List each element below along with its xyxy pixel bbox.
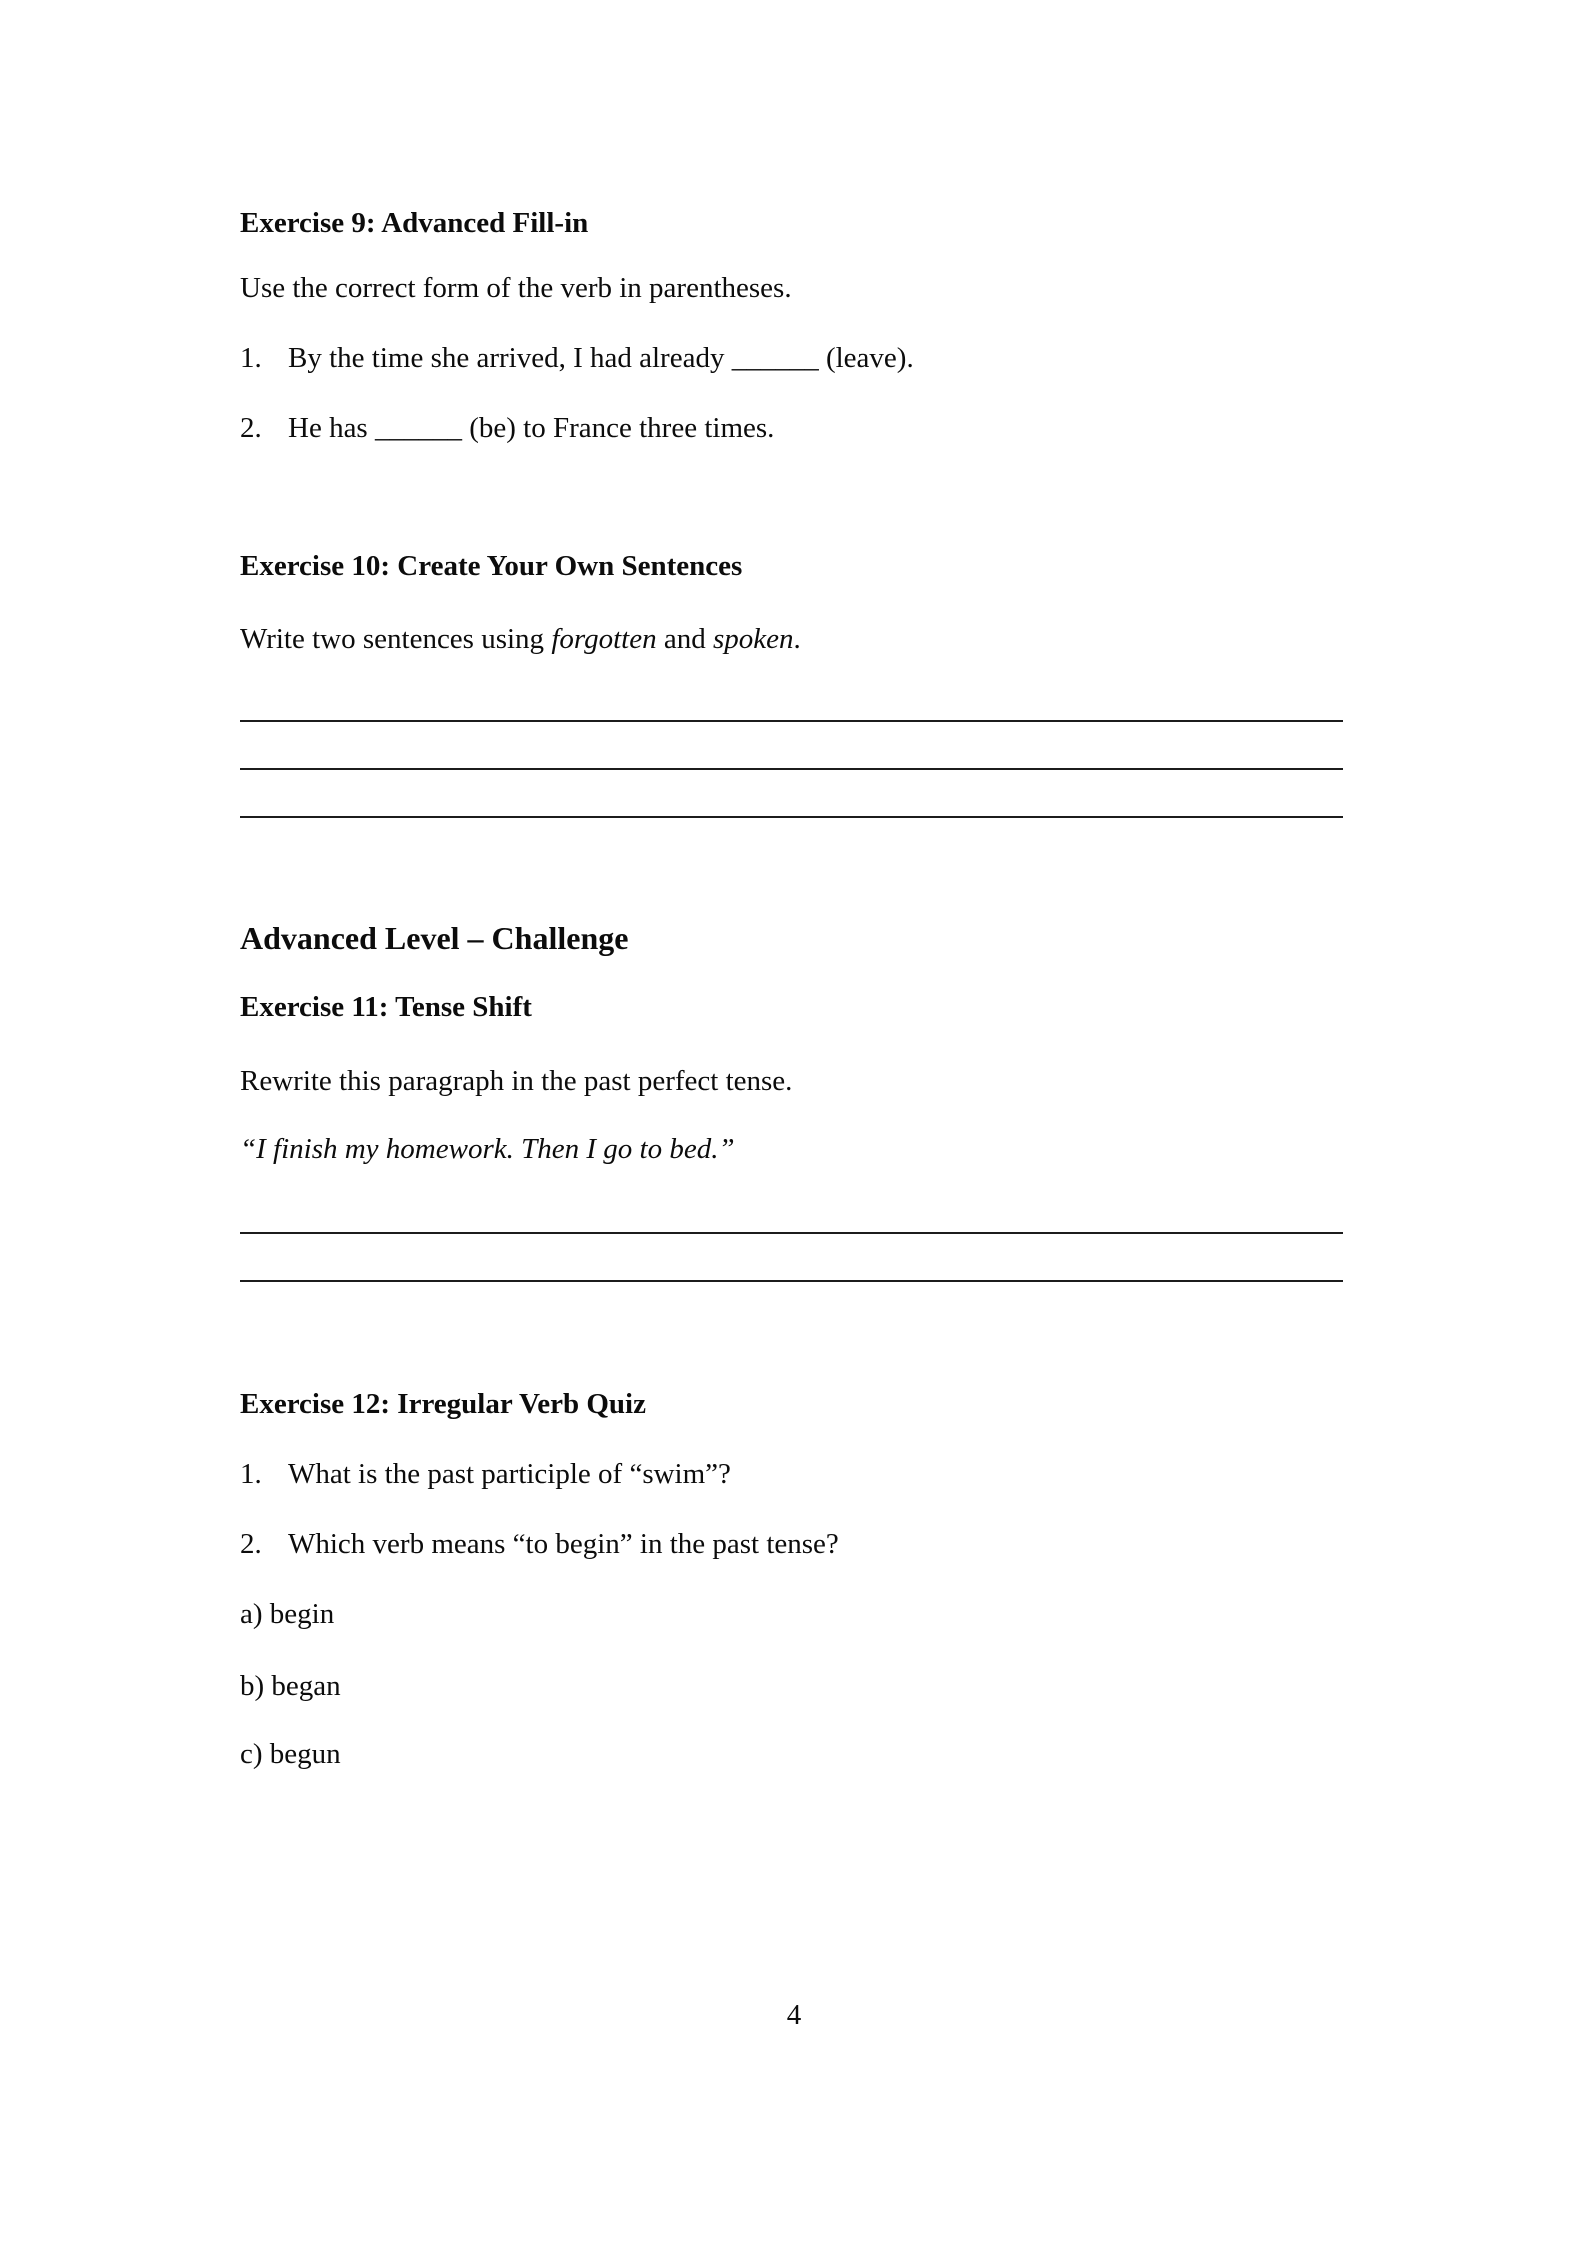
italic-word-forgotten: forgotten: [551, 623, 657, 655]
item-number: 1.: [240, 1458, 262, 1490]
item-text-before: He has: [288, 412, 375, 444]
item-text-after: (be) to France three times.: [461, 412, 775, 444]
exercise10-instruction: [240, 622, 1348, 657]
exercise12-option-b: [240, 1669, 1348, 1704]
option-text: began: [271, 1670, 341, 1702]
option-text: begin: [269, 1598, 335, 1630]
answer-line: [240, 1280, 1343, 1282]
exercise12-option-a: [240, 1597, 1348, 1632]
item-number: 2.: [240, 1528, 262, 1560]
exercise12-item-1: [240, 1457, 1348, 1492]
exercise9-instruction: Use the correct form of the verb in parentheses.: [240, 272, 792, 304]
option-label: a): [240, 1598, 263, 1630]
instruction-lead: Write two sentences using: [240, 623, 552, 655]
item-text-after: (leave).: [818, 342, 914, 374]
fill-in-blank: ______: [374, 412, 462, 444]
instruction-mid: and: [656, 623, 713, 655]
item-number: 2.: [240, 412, 262, 444]
answer-line: [240, 1232, 1343, 1234]
option-label: b): [240, 1670, 265, 1702]
option-label: c): [240, 1738, 263, 1770]
page-number: 4: [786, 1999, 802, 2031]
answer-line: [240, 720, 1343, 722]
italic-word-spoken: spoken: [712, 623, 794, 655]
exercise9-heading: Exercise 9: Advanced Fill-in: [240, 207, 589, 239]
item-number: 1.: [240, 342, 262, 374]
advanced-level-heading: Advanced Level – Challenge: [240, 920, 629, 956]
exercise11-quote: “I finish my homework. Then I go to bed.”: [240, 1133, 735, 1165]
exercise9-item-2: [240, 411, 1348, 446]
exercise11-instruction: Rewrite this paragraph in the past perfect tense.: [240, 1065, 793, 1097]
answer-line: [240, 816, 1343, 818]
instruction-end: .: [793, 623, 801, 655]
exercise11-heading: Exercise 11: Tense Shift: [240, 991, 532, 1023]
exercise12-item-2: [240, 1527, 1348, 1562]
fill-in-blank: ______: [731, 342, 819, 374]
option-text: begun: [269, 1738, 341, 1770]
exercise12-option-c: [240, 1737, 1348, 1772]
exercise9-item-1: [240, 341, 1348, 376]
exercise12-heading: Exercise 12: Irregular Verb Quiz: [240, 1388, 646, 1420]
exercise10-heading: Exercise 10: Create Your Own Sentences: [240, 550, 743, 582]
item-text: What is the past participle of “swim”?: [288, 1458, 731, 1490]
item-text-before: By the time she arrived, I had already: [288, 342, 732, 374]
answer-line: [240, 768, 1343, 770]
item-text: Which verb means “to begin” in the past tense?: [288, 1528, 839, 1560]
